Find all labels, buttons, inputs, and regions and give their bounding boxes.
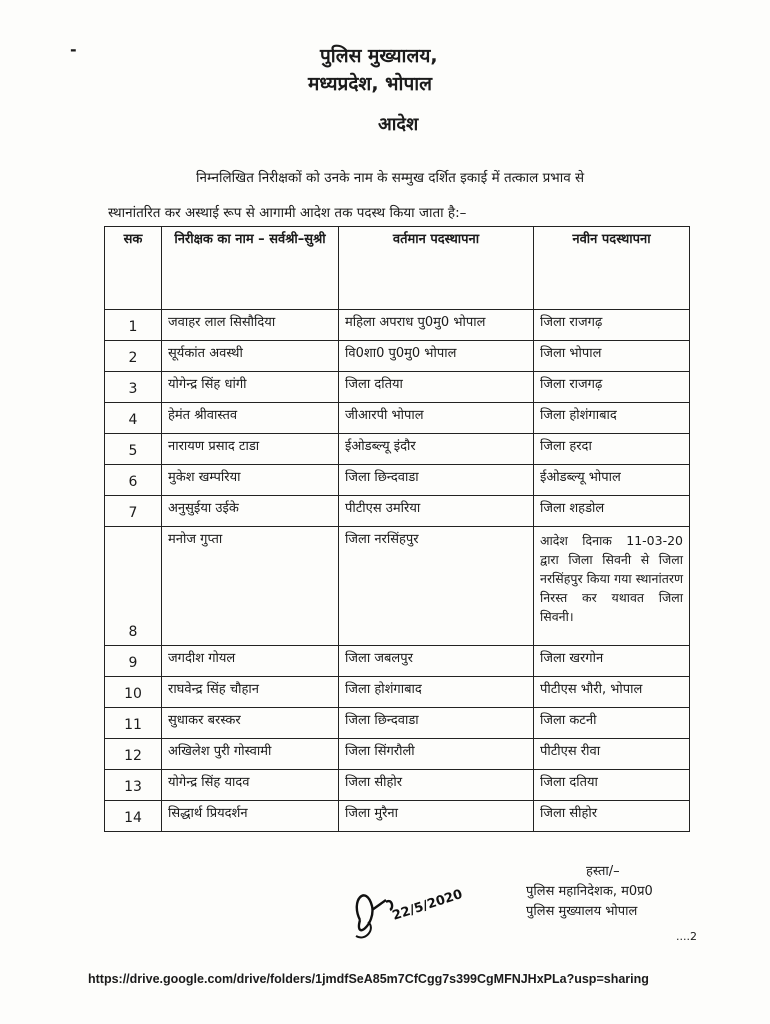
cell-current-posting: ईओडब्ल्यू इंदौर <box>339 434 534 465</box>
office-name: पुलिस मुख्यालय, <box>320 45 438 67</box>
table-row <box>105 403 690 434</box>
cell-current-posting: जिला छिन्दवाडा <box>339 465 534 496</box>
cell-current-posting: जिला सिंगरौली <box>339 739 534 770</box>
cell-serial: 9 <box>105 646 162 677</box>
cell-new-posting: जिला खरगोन <box>534 646 690 677</box>
cell-new-posting: पीटीएस भौरी, भोपाल <box>534 677 690 708</box>
cell-serial: 1 <box>105 310 162 341</box>
table-row <box>105 496 690 527</box>
cell-new-posting: जिला राजगढ़ <box>534 310 690 341</box>
cell-new-posting: जिला राजगढ़ <box>534 372 690 403</box>
cell-name: योगेन्द्र सिंह यादव <box>162 770 339 801</box>
cell-name: नारायण प्रसाद टाडा <box>162 434 339 465</box>
cell-current-posting: जिला दतिया <box>339 372 534 403</box>
cell-serial: 12 <box>105 739 162 770</box>
cell-serial: 13 <box>105 770 162 801</box>
cell-new-posting: आदेश दिनाक 11-03-20 द्वारा जिला सिवनी से जिला नरसिंहपुर किया गया स्थानांतरण निरस्त कर यथावत जिला सिवनी। <box>534 527 690 646</box>
cell-new-posting: जिला सीहोर <box>534 801 690 832</box>
signature-block <box>526 862 726 922</box>
cell-name: अखिलेश पुरी गोस्वामी <box>162 739 339 770</box>
cell-current-posting: जिला सीहोर <box>339 770 534 801</box>
table-row <box>105 372 690 403</box>
cell-new-posting: जिला दतिया <box>534 770 690 801</box>
cell-name: योगेन्द्र सिंह धांगी <box>162 372 339 403</box>
cell-name: अनुसुईया उईके <box>162 496 339 527</box>
signatory-designation: पुलिस महानिदेशक, म0प्र0 <box>526 884 653 899</box>
intro-line-1: निम्नलिखित निरीक्षकों को उनके नाम के सम्मुख दर्शित इकाई में तत्काल प्रभाव से <box>196 170 585 186</box>
table-row <box>105 677 690 708</box>
table-row <box>105 739 690 770</box>
cell-new-posting: जिला शहडोल <box>534 496 690 527</box>
svg-text:22/5/2020: 22/5/2020 <box>390 887 465 924</box>
table-row <box>105 646 690 677</box>
cell-current-posting: पीटीएस उमरिया <box>339 496 534 527</box>
cell-new-posting: जिला होशंगाबाद <box>534 403 690 434</box>
cell-current-posting: जिला जबलपुर <box>339 646 534 677</box>
cell-current-posting: महिला अपराध पु0मु0 भोपाल <box>339 310 534 341</box>
table-row <box>105 801 690 832</box>
cell-current-posting: जिला होशंगाबाद <box>339 677 534 708</box>
header-new-posting: नवीन पदस्थापना <box>534 227 690 310</box>
cell-name: सूर्यकांत अवस्थी <box>162 341 339 372</box>
header-name: निरीक्षक का नाम – सर्वश्री–सुश्री <box>162 227 339 310</box>
cell-new-posting: जिला हरदा <box>534 434 690 465</box>
cell-name: जवाहर लाल सिसौदिया <box>162 310 339 341</box>
cell-name: सिद्धार्थ प्रियदर्शन <box>162 801 339 832</box>
page-number: ....2 <box>676 930 697 943</box>
cell-serial: 14 <box>105 801 162 832</box>
cell-name: मुकेश खम्परिया <box>162 465 339 496</box>
cell-serial: 3 <box>105 372 162 403</box>
cell-new-posting: जिला भोपाल <box>534 341 690 372</box>
stray-mark: - <box>70 40 77 59</box>
table-row <box>105 708 690 739</box>
table-row <box>105 341 690 372</box>
cell-serial: 11 <box>105 708 162 739</box>
cell-new-posting: ईओडब्ल्यू भोपाल <box>534 465 690 496</box>
table-header-row <box>105 227 690 310</box>
table-row <box>105 310 690 341</box>
table-row <box>105 434 690 465</box>
table-row <box>105 770 690 801</box>
cell-name: राघवेन्द्र सिंह चौहान <box>162 677 339 708</box>
cell-serial: 7 <box>105 496 162 527</box>
intro-line-2: स्थानांतरित कर अस्थाई रूप से आगामी आदेश तक पदस्थ किया जाता है:– <box>108 205 467 221</box>
order-title: आदेश <box>378 114 419 135</box>
header-serial: सक <box>105 227 162 310</box>
cell-current-posting: वि0शा0 पु0मु0 भोपाल <box>339 341 534 372</box>
cell-serial: 8 <box>105 527 162 646</box>
drive-link[interactable]: https://drive.google.com/drive/folders/1jmdfSeA85m7CfCgg7s399CgMFNJHxPLa?usp=sharing <box>88 972 649 986</box>
cell-serial: 6 <box>105 465 162 496</box>
header-current-posting: वर्तमान पदस्थापना <box>339 227 534 310</box>
signed-mark: हस्ता/– <box>586 864 620 879</box>
cell-serial: 2 <box>105 341 162 372</box>
transfer-table <box>104 226 690 832</box>
signatory-office: पुलिस मुख्यालय भोपाल <box>526 904 638 919</box>
cell-serial: 5 <box>105 434 162 465</box>
cell-current-posting: जिला मुरैना <box>339 801 534 832</box>
cell-new-posting: जिला कटनी <box>534 708 690 739</box>
office-location: मध्यप्रदेश, भोपाल <box>308 73 433 95</box>
cell-current-posting: जिला नरसिंहपुर <box>339 527 534 646</box>
table-row <box>105 465 690 496</box>
cell-current-posting: जीआरपी भोपाल <box>339 403 534 434</box>
cell-current-posting: जिला छिन्दवाडा <box>339 708 534 739</box>
handwritten-signature <box>346 880 486 950</box>
cell-serial: 4 <box>105 403 162 434</box>
cell-name: हेमंत श्रीवास्तव <box>162 403 339 434</box>
table-row <box>105 527 690 646</box>
cell-serial: 10 <box>105 677 162 708</box>
cell-name: मनोज गुप्ता <box>162 527 339 646</box>
cell-name: सुधाकर बरस्कर <box>162 708 339 739</box>
cell-new-posting: पीटीएस रीवा <box>534 739 690 770</box>
cell-name: जगदीश गोयल <box>162 646 339 677</box>
